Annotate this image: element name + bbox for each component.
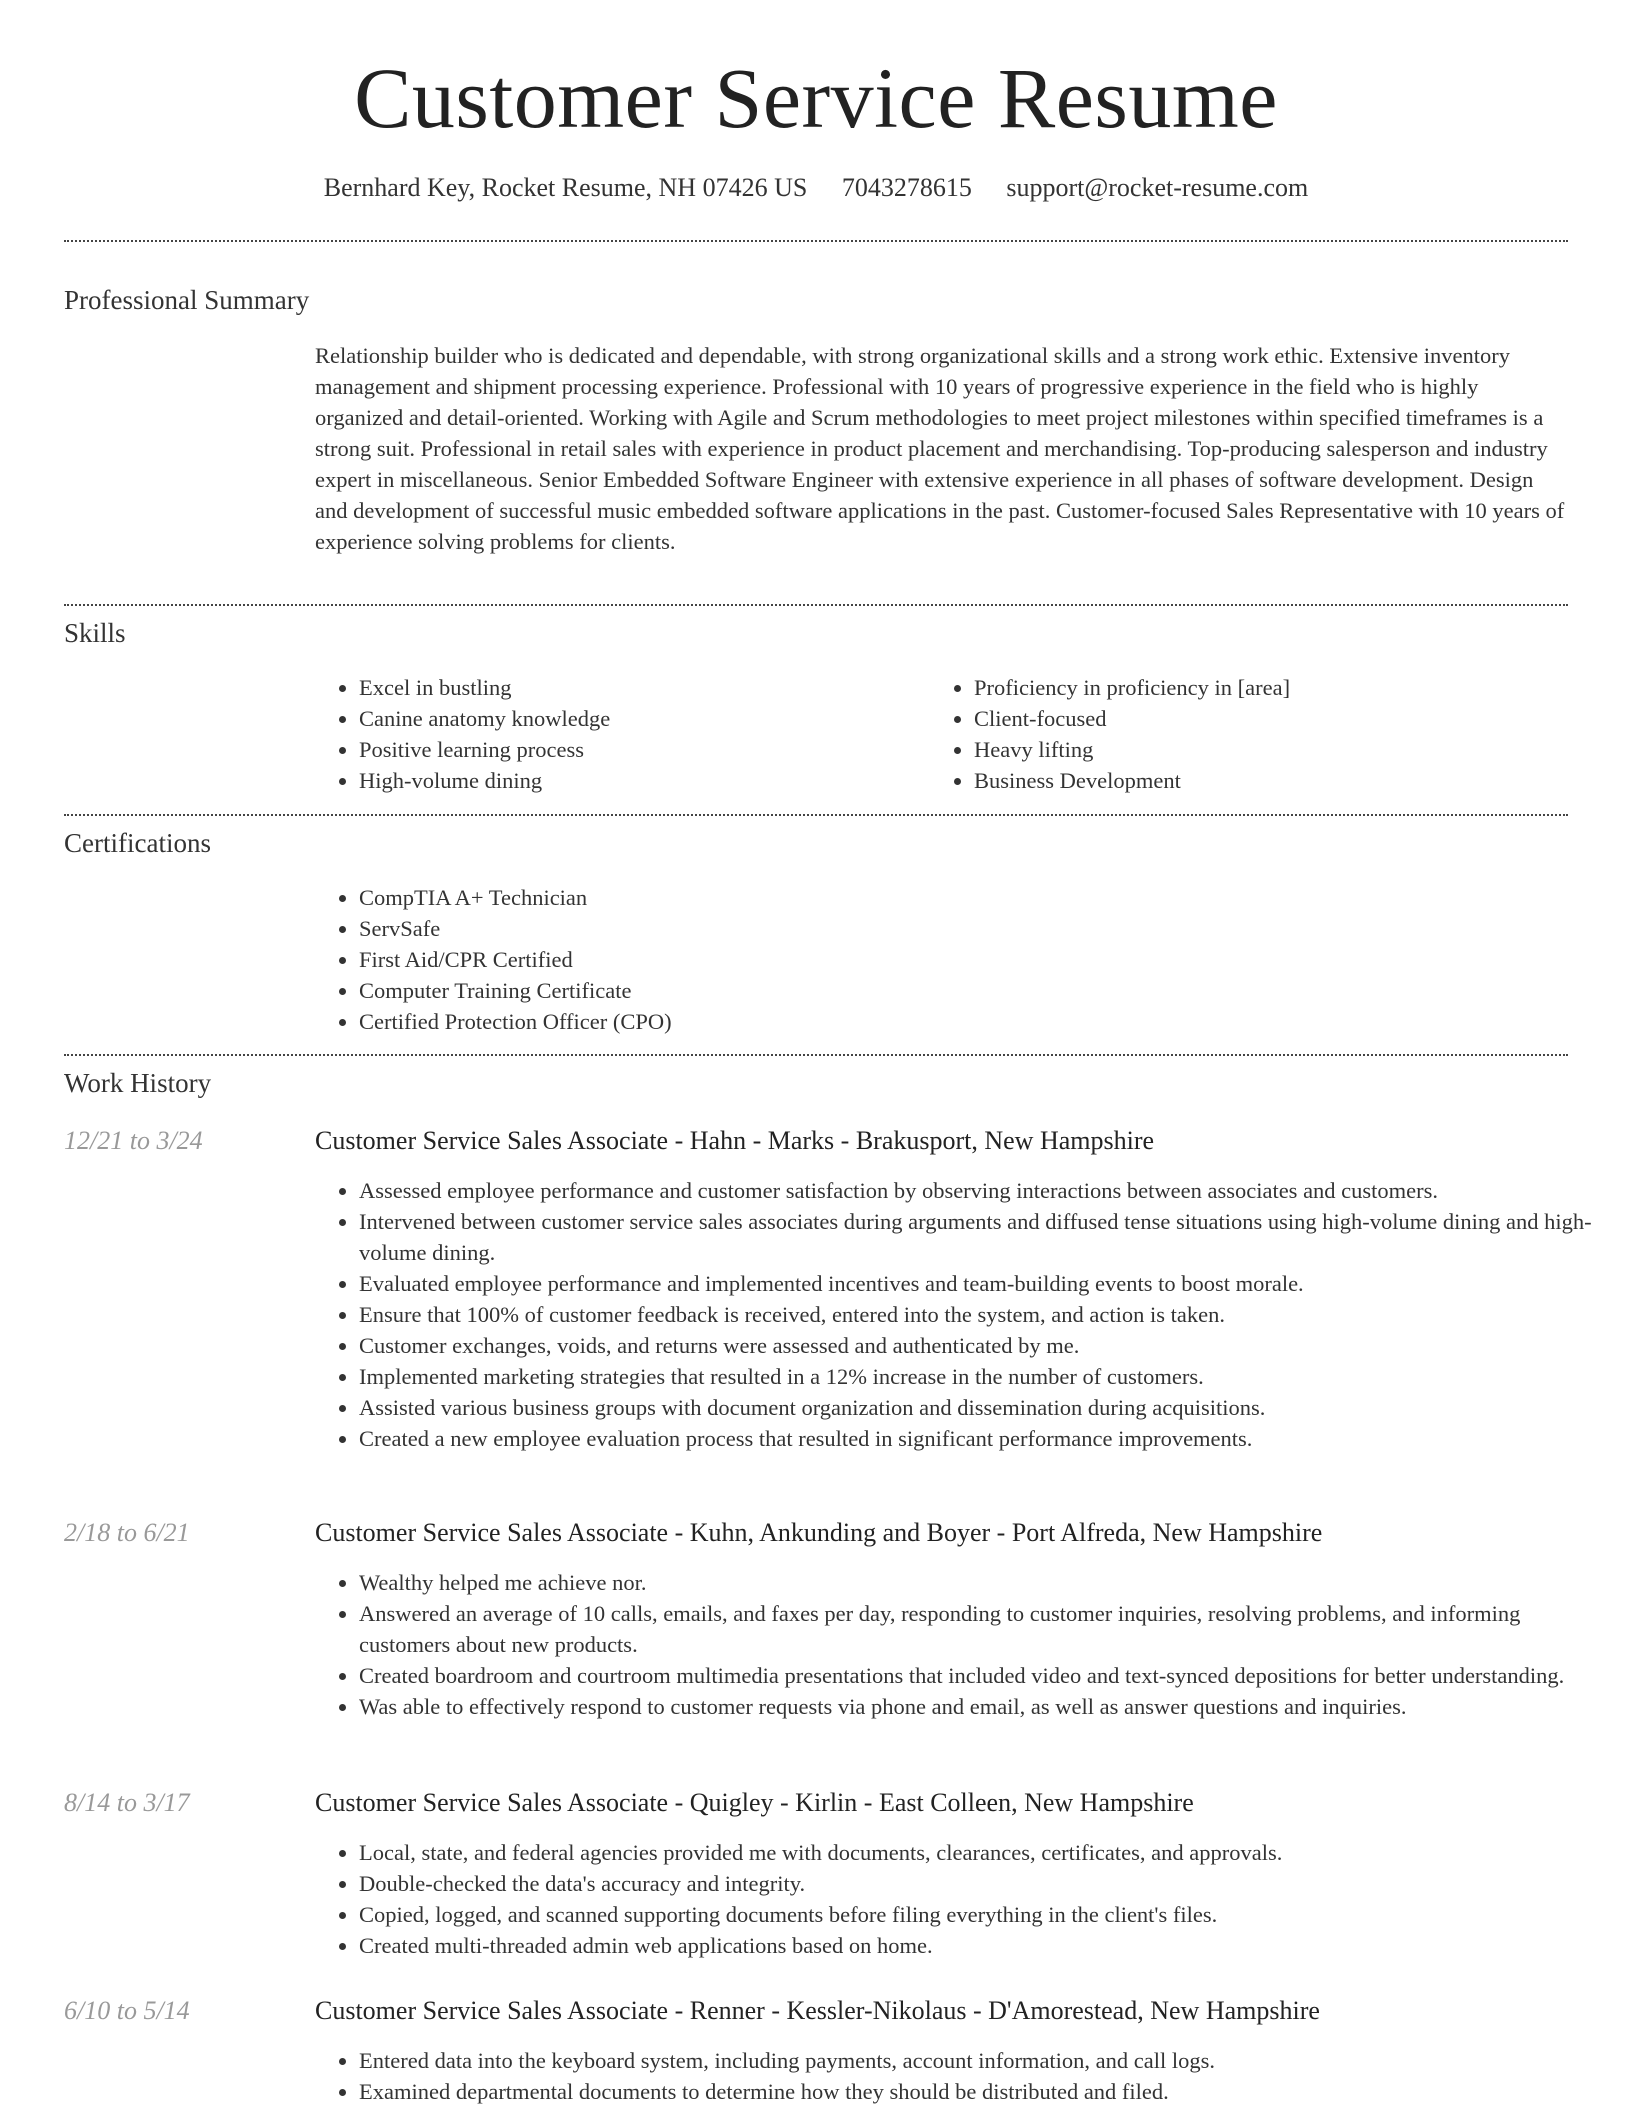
job-title: Customer Service Sales Associate - Kuhn, Ankunding and Boyer - Port Alfreda, New Hampshire [315, 1518, 1323, 1547]
section-divider [64, 604, 1568, 606]
resume-title: Customer Service Resume [354, 50, 1278, 146]
skill-item: • Canine anatomy knowledge [359, 703, 919, 734]
work-history-heading: Work History [64, 1068, 212, 1098]
skill-item: • High-volume dining [359, 765, 919, 796]
job-bullets [315, 2045, 1609, 2107]
job-bullets [315, 1567, 1609, 1722]
section-divider [64, 240, 1568, 242]
job-bullet: • Answered an average of 10 calls, emails, and faxes per day, responding to customer inquiries, resolving problems, and informing customers about new products. [359, 1598, 1609, 1660]
contact-email: support@rocket-resume.com [1006, 173, 1309, 202]
job-bullet: • Wealthy helped me achieve nor. [359, 1567, 1609, 1598]
job-bullets [315, 1837, 1609, 1961]
job-bullet: • Created multi-threaded admin web applications based on home. [359, 1930, 1609, 1961]
job-bullet: • Assessed employee performance and customer satisfaction by observing interactions between associates and customers. [359, 1175, 1609, 1206]
job-title: Customer Service Sales Associate - Hahn - Marks - Brakusport, New Hampshire [315, 1126, 1155, 1155]
skills-heading: Skills [64, 618, 126, 648]
job-bullet: • Double-checked the data's accuracy and integrity. [359, 1868, 1609, 1899]
job-bullet: • Was able to effectively respond to customer requests via phone and email, as well as answer questions and inquiries. [359, 1691, 1609, 1722]
certification-item: • ServSafe [359, 913, 1559, 944]
skill-item: • Proficiency in proficiency in [area] [974, 672, 1594, 703]
certifications-list [315, 882, 1559, 1037]
skill-item: • Heavy lifting [974, 734, 1594, 765]
certification-item: • Computer Training Certificate [359, 975, 1559, 1006]
job-dates: 6/10 to 5/14 [64, 1996, 190, 2025]
job-dates: 8/14 to 3/17 [64, 1788, 190, 1817]
skill-item: • Business Development [974, 765, 1594, 796]
skills-list-left [315, 672, 919, 796]
section-divider [64, 814, 1568, 816]
skills-list-right [930, 672, 1594, 796]
contact-address: Bernhard Key, Rocket Resume, NH 07426 US [323, 173, 808, 202]
job-bullet: • Examined departmental documents to determine how they should be distributed and filed. [359, 2076, 1609, 2107]
job-bullet: • Assisted various business groups with document organization and dissemination during acquisitions. [359, 1392, 1609, 1423]
job-bullet: • Customer exchanges, voids, and returns were assessed and authenticated by me. [359, 1330, 1609, 1361]
certification-item: • CompTIA A+ Technician [359, 882, 1559, 913]
certification-item: • First Aid/CPR Certified [359, 944, 1559, 975]
job-dates: 2/18 to 6/21 [64, 1518, 190, 1547]
job-title: Customer Service Sales Associate - Quigley - Kirlin - East Colleen, New Hampshire [315, 1788, 1194, 1817]
summary-heading: Professional Summary [64, 285, 310, 315]
job-bullet: • Ensure that 100% of customer feedback is received, entered into the system, and action is taken. [359, 1299, 1609, 1330]
job-bullet: • Evaluated employee performance and implemented incentives and team-building events to boost morale. [359, 1268, 1609, 1299]
skill-item: • Client-focused [974, 703, 1594, 734]
job-dates: 12/21 to 3/24 [64, 1126, 203, 1155]
job-bullet: • Created a new employee evaluation process that resulted in significant performance improvements. [359, 1423, 1609, 1454]
contact-phone: 7043278615 [841, 173, 972, 202]
job-bullets [315, 1175, 1609, 1454]
job-bullet: • Created boardroom and courtroom multimedia presentations that included video and text-synced depositions for better understanding. [359, 1660, 1609, 1691]
summary-text: Relationship builder who is dedicated and dependable, with strong organizational skills and a strong work ethic. Extensive inventory management and shipment processing experience. Professional with 10 years of progressive experience in the field who is highly organized and detail-oriented. Working with Agile and Scrum methodologies to meet project milestones within specified timeframes is a strong suit. Professional in retail sales with experience in product placement and merchandising. Top-producing salesperson and industry expert in miscellaneous. Senior Embedded Software Engineer with extensive experience in all phases of software development. Design and development of successful music embedded software applications in the past. Customer-focused Sales Representative with 10 years of experience solving problems for clients. [315, 343, 1565, 554]
job-title: Customer Service Sales Associate - Renner - Kessler-Nikolaus - D'Amorestead, New Hampshire [315, 1996, 1320, 2025]
job-bullet: • Intervened between customer service sales associates during arguments and diffused tense situations using high-volume dining and high-volume dining. [359, 1206, 1609, 1268]
job-bullet: • Entered data into the keyboard system, including payments, account information, and call logs. [359, 2045, 1609, 2076]
contact-line [0, 170, 1632, 206]
skill-item: • Positive learning process [359, 734, 919, 765]
skill-item: • Excel in bustling [359, 672, 919, 703]
certifications-heading: Certifications [64, 828, 211, 858]
section-divider [64, 1054, 1568, 1056]
job-bullet: • Copied, logged, and scanned supporting documents before filing everything in the client's files. [359, 1899, 1609, 1930]
job-bullet: • Local, state, and federal agencies provided me with documents, clearances, certificates, and approvals. [359, 1837, 1609, 1868]
certification-item: • Certified Protection Officer (CPO) [359, 1006, 1559, 1037]
job-bullet: • Implemented marketing strategies that resulted in a 12% increase in the number of customers. [359, 1361, 1609, 1392]
